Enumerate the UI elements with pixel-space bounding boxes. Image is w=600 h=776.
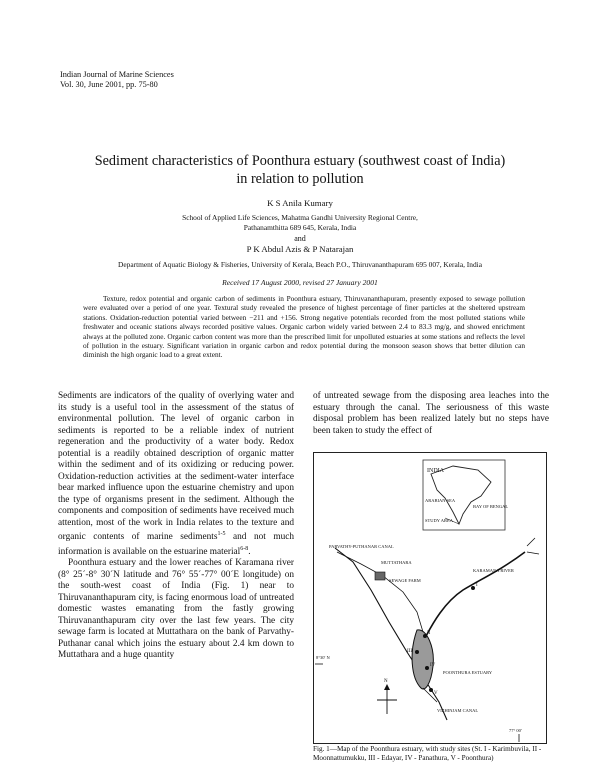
label-arabian-sea: ARABIAN SEA bbox=[425, 498, 456, 503]
station-label-ii: II bbox=[427, 631, 431, 636]
para1-end: . bbox=[248, 546, 251, 557]
ref-superscript-2: 6-8 bbox=[240, 545, 249, 552]
station-label-v: V bbox=[434, 691, 438, 696]
estuary-map-svg bbox=[313, 452, 547, 744]
ref-superscript-1: 1-5 bbox=[217, 531, 226, 537]
author-first: K S Anila Kumary bbox=[267, 198, 333, 208]
title-line-1: Sediment characteristics of Poonthura estuary (southwest coast of India) bbox=[94, 153, 506, 169]
body-paragraph-1 bbox=[58, 391, 294, 558]
sewage-farm-marker bbox=[375, 572, 385, 580]
station-i bbox=[471, 586, 475, 590]
affiliation-first-line-1: School of Applied Life Sciences, Mahatma Gandhi University Regional Centre, bbox=[182, 213, 418, 222]
station-label-iv: IV bbox=[430, 663, 436, 668]
river-branches bbox=[527, 538, 539, 554]
karamana-river bbox=[423, 552, 525, 642]
paper-title bbox=[60, 152, 540, 188]
label-parvathy-canal: PARVATHY-PUTHANAR CANAL bbox=[329, 544, 394, 549]
north-arrow-icon bbox=[377, 679, 397, 714]
label-poonthura-estuary: POONTHURA ESTUARY bbox=[443, 670, 493, 675]
para1-text: Sediments are indicators of the quality of overlying water and its study is a useful tool in the assessment of the status of environmental pollution. The level of organic carbon in sediments is reported to be a reliable index of nutrient regeneration and the productivity of a water body. Redox potential is a readily obtained description of organic matter within the sediment and of its oxidizing or reducing power. Oxidation-reduction activities at the sediment-water interface bear marked influence upon the estuarine chemistry and upon the type of organisms present in the sediment. Although the components and composition of sediments have received much attention, most of the work in India relates to the texture and organic contents of marine sediments bbox=[58, 391, 294, 543]
affiliation-second: Department of Aquatic Biology & Fisheries, University of Kerala, Beach P.O., Thiruvananthapuram 695 007, Kerala, India bbox=[118, 260, 482, 269]
label-bay-of-bengal: BAY OF BENGAL bbox=[473, 504, 509, 509]
title-line-2: in relation to pollution bbox=[236, 171, 364, 187]
station-iv bbox=[425, 666, 429, 670]
station-iii bbox=[415, 650, 419, 654]
label-sewage-farm: SEWAGE FARM bbox=[389, 578, 421, 583]
label-north: N bbox=[384, 679, 388, 684]
label-study-area: STUDY AREA bbox=[425, 518, 453, 523]
author-second: P K Abdul Azis & P Natarajan bbox=[246, 244, 354, 254]
author-and: and bbox=[294, 234, 306, 243]
poonthura-estuary bbox=[412, 630, 433, 689]
journal-volume: Vol. 30, June 2001, pp. 75-80 bbox=[60, 80, 158, 89]
station-label-iii: III bbox=[407, 649, 412, 654]
label-muttathara: MUTTATHARA bbox=[381, 560, 412, 565]
station-v bbox=[429, 688, 433, 692]
abstract: Texture, redox potential and organic carbon of sediments in Poonthura estuary, Thiruvananthapuram, presently exposed to sewage pollution were evaluated over a period of one year. Textural study revealed the presence of highest percentage of finer particles at the sheltered upstream stations. Oxidation-reduction potential varied between −211 and +156. Strong negative potentials recorded from the most polluted stations while freshwater and oceanic stations always recorded positive values. Organic carbon widely varied between 2.4 to 83.3 mg/g, and showed enrichment always at the polluted zone. Organic carbon content was more than the prescribed limit for unpolluted estuaries at some stations and reflects the level of pollution in the estuary. Significant variation in organic carbon and redox potential during the monsoon season shows that better dilution can diminish the high organic load to a great extent. bbox=[83, 294, 525, 360]
journal-header bbox=[60, 70, 174, 90]
affiliation-first-line-2: Pathanamthitta 689 645, Kerala, India bbox=[243, 223, 357, 232]
label-india: INDIA bbox=[427, 468, 444, 474]
india-inset bbox=[423, 460, 508, 530]
body-right-column: of untreated sewage from the disposing area leaches into the estuary through the canal. The seriousness of this waste disposal problem has been realized lately but no steps have been taken to study the effect of bbox=[313, 391, 549, 436]
label-karamana-river: KARAMANA RIVER bbox=[473, 568, 514, 573]
received-dates: Received 17 August 2000, revised 27 January 2001 bbox=[222, 278, 378, 287]
journal-name: Indian Journal of Marine Sciences bbox=[60, 70, 174, 79]
station-label-i: I bbox=[476, 583, 478, 588]
figure-map bbox=[313, 452, 547, 744]
body-left-column bbox=[58, 391, 294, 662]
label-longitude: 77° 00' bbox=[509, 728, 522, 733]
para1-mid: and not much information is available on the estuarine material bbox=[58, 532, 294, 557]
figure-caption: Fig. 1—Map of the Poonthura estuary, with study sites (St. I - Karimbuvila, II - Moonnattumukku, III - Edayar, IV - Panathura, V - Poonthura) bbox=[313, 745, 542, 763]
body-paragraph-2: Poonthura estuary and the lower reaches of Karamana river (8° 25´-8° 30´N latitude and 76° 55´-77° 00´E longitude) on the south-west coast of India (Fig. 1) near to Thiruvananthapuram city, is facing enormous load of untreated domestic wastes emanating from the fastly growing Thiruvananthapuram city over the last few years. The city sewage farm is located at Muttathara on the bank of Parvathy-Puthanar canal which joins the estuary about 2.4 km down to Muttathara and a huge quantity bbox=[58, 558, 294, 661]
label-latitude: 8°30' N bbox=[316, 655, 330, 660]
label-vizhinjam-canal: VIZHINJAM CANAL bbox=[437, 708, 479, 713]
